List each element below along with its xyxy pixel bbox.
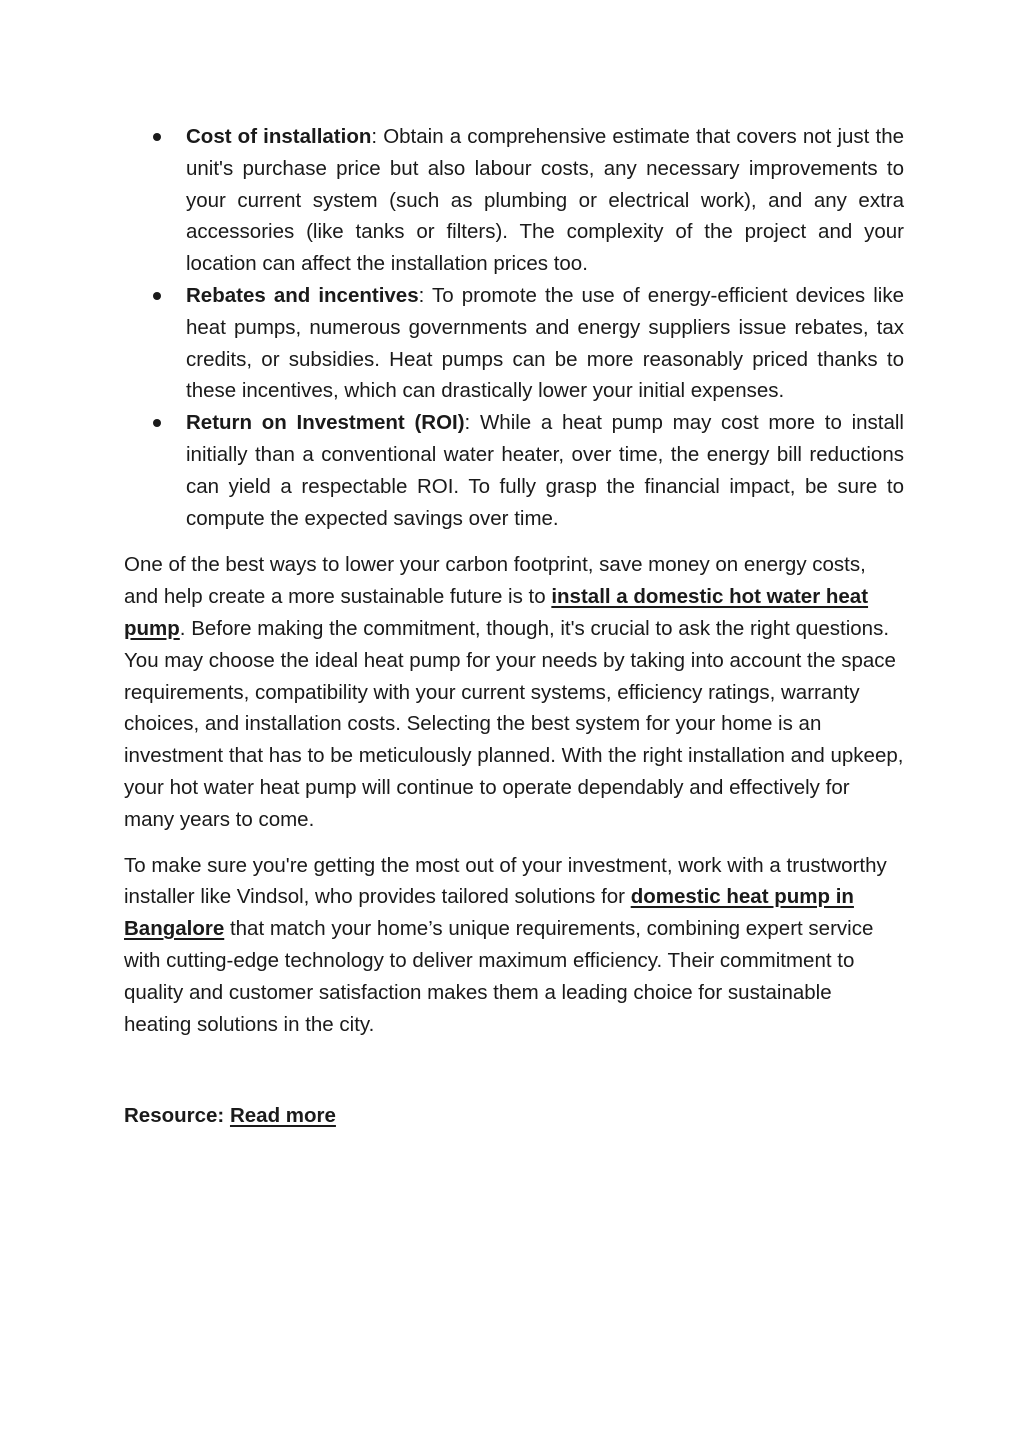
install-heat-pump-link[interactable]: install a domestic hot water heat pump bbox=[124, 585, 869, 640]
list-item-term: Rebates and incentives bbox=[186, 283, 419, 307]
document-page bbox=[124, 121, 904, 1132]
list-item-text: : Obtain a comprehensive estimate that covers not just the unit's purchase price but also labour costs, any necessary improvements to your current system (such as plumbing or electrical work), and any extra accessories (like tanks or filters). The complexity of the project and your location can affect the installation prices too. bbox=[186, 125, 905, 276]
paragraph-text: that match your home’s unique requirements, combining expert service with cutting-edge technology to deliver maximum efficiency. Their commitment to quality and customer satisfaction makes them a leading choice for sustainable heating solutions in the city. bbox=[124, 917, 874, 1036]
list-item-text: : To promote the use of energy-efficient devices like heat pumps, numerous governments and energy suppliers issue rebates, tax credits, or subsidies. Heat pumps can be more reasonably priced thanks to these incentives, which can drastically lower your initial expenses. bbox=[186, 283, 904, 403]
domestic-heat-pump-bangalore-link[interactable]: domestic heat pump in Bangalore bbox=[124, 885, 854, 941]
conclusion-paragraph bbox=[124, 549, 904, 835]
bullet-icon bbox=[153, 133, 161, 141]
list-item-term: Cost of installation bbox=[186, 125, 372, 148]
list-item-term: Return on Investment (ROI) bbox=[186, 411, 465, 435]
resource-line bbox=[124, 1100, 904, 1132]
considerations-list bbox=[124, 121, 904, 534]
list-item-text: : While a heat pump may cost more to install initially than a conventional water heater, over time, the energy bill reductions can yield a respectable ROI. To fully grasp the financial impact, be sure to compute the expected savings over time. bbox=[186, 411, 904, 530]
bullet-icon bbox=[153, 419, 161, 427]
list-item bbox=[186, 121, 904, 280]
installer-paragraph bbox=[124, 850, 904, 1041]
read-more-link[interactable]: Read more bbox=[229, 1104, 336, 1128]
paragraph-text: To make sure you're getting the most out of your investment, work with a trustworthy installer like Vindsol, who provides tailored solutions for bbox=[124, 853, 887, 909]
paragraph-text: . Before making the commitment, though, it's crucial to ask the right questions. You may choose the ideal heat pump for your needs by taking into account the space requirements, compatibility with your current systems, efficiency ratings, warranty choices, and installation costs. Selecting the best system for your home is an investment that has to be meticulously planned. With the right installation and upkeep, your hot water heat pump will continue to operate dependably and effectively for many years to come. bbox=[124, 616, 904, 831]
paragraph-text: One of the best ways to lower your carbon footprint, save money on energy costs, and help create a more sustainable future is to bbox=[124, 553, 866, 609]
resource-label: Resource: bbox=[124, 1104, 225, 1128]
list-item bbox=[186, 407, 904, 534]
bullet-icon bbox=[153, 292, 161, 300]
list-item bbox=[186, 280, 904, 407]
